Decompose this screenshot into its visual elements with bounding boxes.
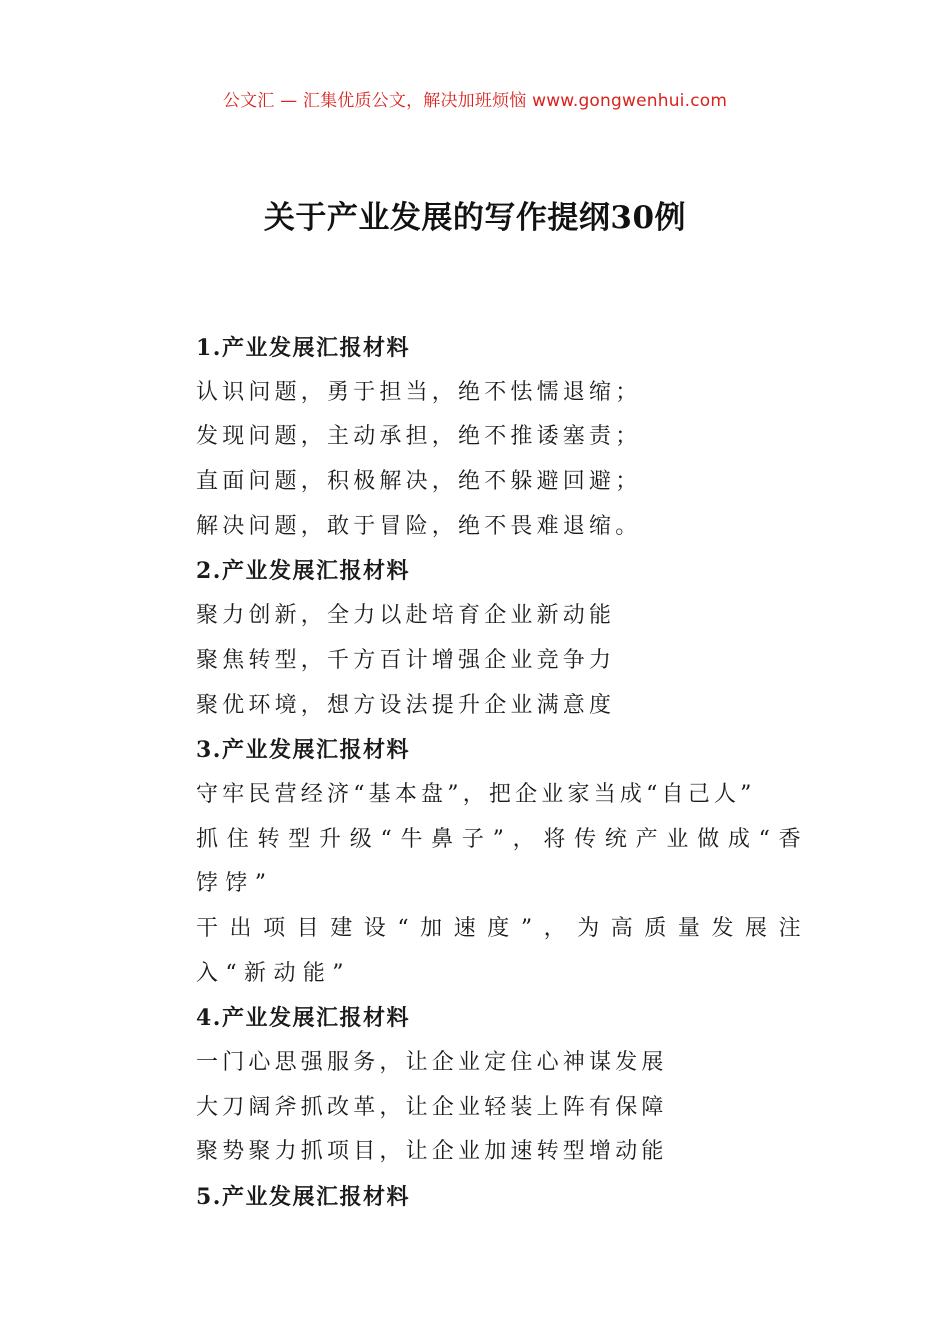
site-header-banner: 公文汇 — 汇集优质公文，解决加班烦恼 www.gongwenhui.com xyxy=(222,91,728,111)
outline-line: 直面问题，积极解决，绝不躲避回避； xyxy=(196,469,642,495)
outline-line-wrapped: 抓住转型升级“牛鼻子”，将传统产业做成“香饽饽” xyxy=(196,826,808,897)
outline-line: 聚优环境，想方设法提升企业满意度 xyxy=(196,692,616,718)
outline-line: 解决问题，敢于冒险，绝不畏难退缩。 xyxy=(196,513,642,539)
outline-line: 大刀阔斧抓改革，让企业轻装上阵有保障 xyxy=(196,1094,668,1120)
section-heading: 3.产业发展汇报材料 xyxy=(196,737,410,764)
outline-line: 认识问题，勇于担当，绝不怯懦退缩； xyxy=(196,379,642,405)
outline-line: 聚力创新，全力以赴培育企业新动能 xyxy=(196,603,616,629)
section-heading: 5.产业发展汇报材料 xyxy=(196,1184,410,1211)
outline-line: 守牢民营经济“基本盘”，把企业家当成“自己人” xyxy=(196,781,756,807)
outline-line: 聚焦转型，千方百计增强企业竞争力 xyxy=(196,647,616,673)
document-body xyxy=(146,326,808,1220)
section-heading: 4.产业发展汇报材料 xyxy=(196,1005,410,1032)
outline-line: 发现问题，主动承担，绝不推诿塞责； xyxy=(196,424,642,450)
section-heading: 2.产业发展汇报材料 xyxy=(196,558,410,585)
section-heading: 1.产业发展汇报材料 xyxy=(196,335,410,361)
outline-line-wrapped: 干出项目建设“加速度”，为高质量发展注入“新动能” xyxy=(196,915,808,986)
document-title: 关于产业发展的写作提纲30例 xyxy=(263,200,687,236)
outline-line: 一门心思强服务，让企业定住心神谋发展 xyxy=(196,1050,668,1076)
outline-line: 聚势聚力抓项目，让企业加速转型增动能 xyxy=(196,1139,668,1165)
